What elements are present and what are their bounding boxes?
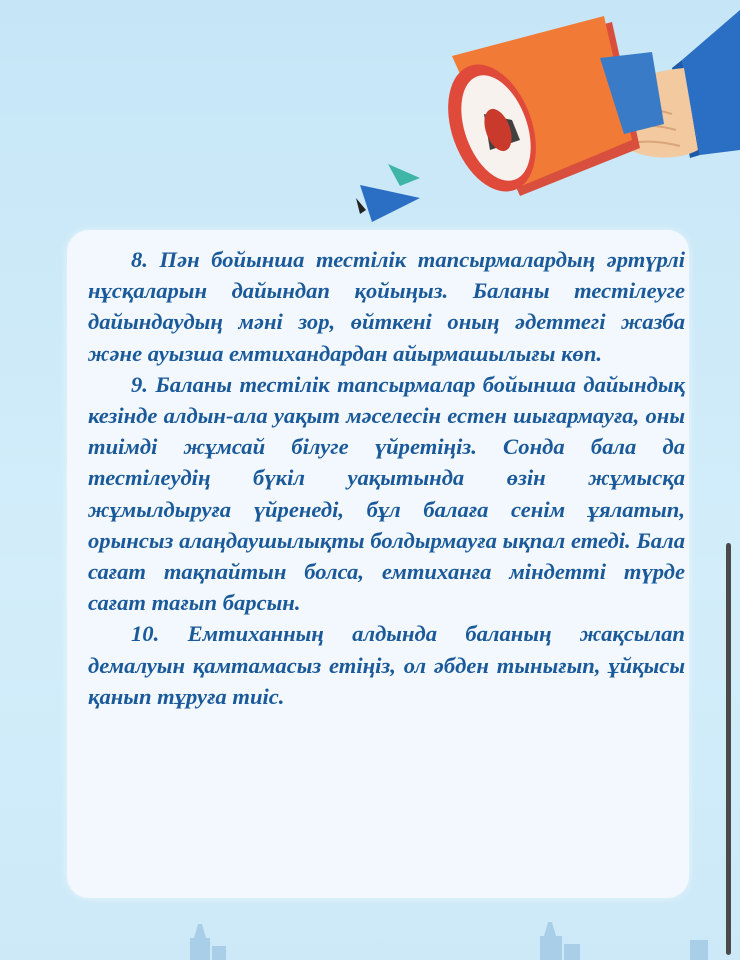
paragraph-8: 8. Пән бойынша тестілік тапсырмалардың әртүрлі нұсқаларын дайындап қойыңыз. Баланы тестілеуге дайындаудың мәні зор, өйткені оның әдеттегі жазба және ауызша емтихандардан айырмашылығы көп. xyxy=(88,247,685,366)
sound-shards-icon xyxy=(356,164,420,222)
megaphone-illustration xyxy=(0,0,740,240)
paragraph-9: 9. Баланы тестілік тапсырмалар бойынша дайындық кезінде алдын-ала уақыт мәселесін естен шығармауға, оны тиімді жұмсай білуге үйретіңіз. Сонда бала да тестілеудің бүкіл уақытында өзін жұмысқа жұмылдыруға үйренеді, бұл балаға сенім ұялатып, орынсыз алаңдаушылықты болдырмауға ықпал етеді. Бала сағат тақпайтын болса, емтиханға міндетті түрде сағат тағып барсын. xyxy=(88,371,685,616)
scrollbar-thumb[interactable] xyxy=(726,543,731,955)
megaphone-icon xyxy=(432,16,664,204)
city-skyline-icon xyxy=(0,920,740,960)
paragraph-10: 10. Емтиханның алдында баланың жақсылап демалуын қамтамасыз етіңіз, ол әбден тынығып, ұйқысы қанып тұруға тиіс. xyxy=(88,621,685,709)
text-block xyxy=(88,244,685,712)
